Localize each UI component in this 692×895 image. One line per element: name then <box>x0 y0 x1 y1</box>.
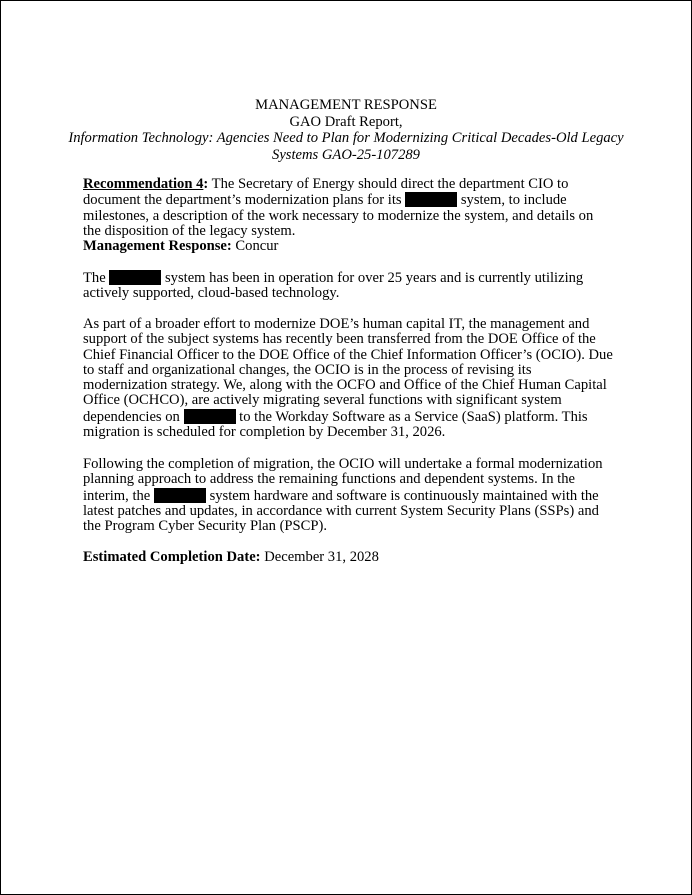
header-subtitle: GAO Draft Report, <box>289 113 403 130</box>
redaction-box <box>109 270 161 285</box>
recommendation-text-after: system, to include milestones, a description of the work necessary to modernize the system, and details on the disposition of the legacy system. <box>83 192 594 239</box>
header-title: MANAGEMENT RESPONSE <box>255 97 437 113</box>
completion-date-value: December 31, 2028 <box>260 549 379 565</box>
completion-date-line <box>83 550 613 565</box>
header <box>1 97 691 163</box>
management-response-label: Management Response: <box>83 238 232 254</box>
recommendation-paragraph <box>83 177 613 239</box>
redaction-box <box>154 488 206 503</box>
para2-text-before: As part of a broader effort to modernize DOE’s human capital IT, the management and support of the subject systems has recently been transferred from the DOE Office of the Chief Financial Officer to the DOE Office of the Chief Information Officer’s (OCIO). Due to staff and organizational changes, the OCIO is in the process of revising its modernization strategy. We, along with the OCFO and Office of the Chief Human Capital Office (OCHCO), are actively migrating several functions with significant system dependencies on <box>83 316 613 425</box>
para2-text-after: to the Workday Software as a Service (SaaS) platform. This migration is scheduled for completion by December 31, 2026. <box>83 408 588 441</box>
redaction-box <box>184 409 236 424</box>
report-title-line-2: Systems GAO-25-107289 <box>272 146 420 163</box>
management-response-line <box>83 239 613 254</box>
recommendation-colon: : <box>203 176 209 192</box>
para1-text-before: The <box>83 270 110 286</box>
modernization-paragraph <box>83 457 613 534</box>
system-operation-paragraph <box>83 270 613 302</box>
recommendation-label: Recommendation 4 <box>83 176 204 192</box>
management-response-value: Concur <box>231 238 279 254</box>
migration-paragraph <box>83 317 613 440</box>
report-title-line-1: Information Technology: Agencies Need to Plan for Modernizing Critical Decades-Old Legacy <box>68 130 624 146</box>
para3-text-after: system hardware and software is continuously maintained with the latest patches and updates, in accordance with current System Security Plans (SSPs) and the Program Cyber Security Plan (PSCP). <box>83 487 599 535</box>
para3-text-before: Following the completion of migration, the OCIO will undertake a formal modernization planning approach to address the remaining functions and dependent systems. In the interim, the <box>83 456 603 504</box>
completion-date-label: Estimated Completion Date: <box>83 549 261 565</box>
redaction-box <box>405 192 457 207</box>
recommendation-text-before: The Secretary of Energy should direct the department CIO to document the department’s modernization plans for its <box>83 176 569 209</box>
para1-text-after: system has been in operation for over 25 years and is currently utilizing actively supported, cloud-based technology. <box>83 270 584 302</box>
